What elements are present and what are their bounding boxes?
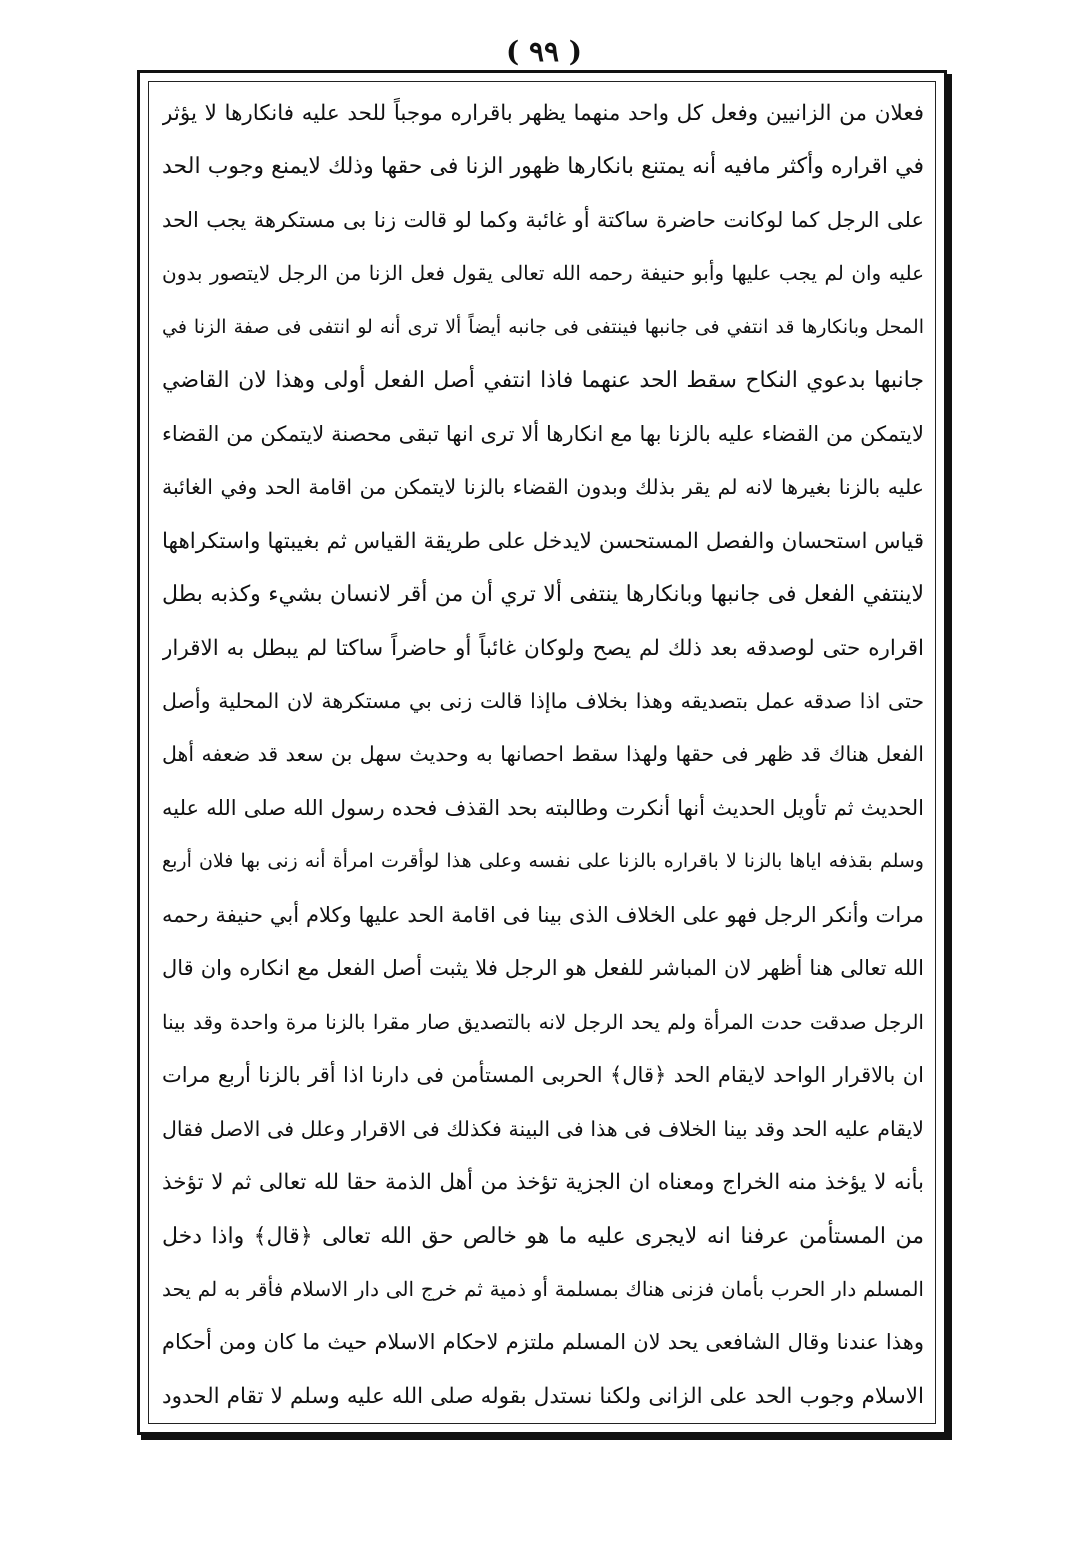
text-line: بأنه لا يؤخذ منه الخراج ومعناه ان الجزية تؤخذ من أهل الذمة حقا لله تعالى ثم لا تؤخذ: [162, 1170, 924, 1196]
text-line: ان بالاقرار الواحد لايقام الحد ﴿قال﴾ الحربى المستأمن فى دارنا اذا أقر بالزنا أربع مرات: [162, 1063, 924, 1088]
text-line: عليه وان لم يجب عليها وأبو حنيفة رحمه الله تعالى يقول فعل الزنا من الرجل لايتصور بدون: [162, 261, 924, 286]
text-line: مرات وأنكر الرجل فهو على الخلاف الذى بينا فى اقامة الحد عليها وكلام أبي حنيفة رحمه: [162, 902, 924, 927]
text-line: جانبها بدعوي النكاح سقط الحد عنهما فاذا انتفي أصل الفعل أولى وهذا لان القاضي: [162, 368, 924, 394]
text-line: المسلم دار الحرب بأمان فزنى هناك بمسلمة أو ذمية ثم خرج الى دار الاسلام فأقر به لم يحد: [162, 1276, 924, 1301]
frame-shadow-right: [947, 74, 952, 1439]
text-line: على الرجل كما لوكانت حاضرة ساكتة أو غائبة وكما لو قالت زنا بى مستكرهة يجب الحد: [162, 207, 924, 232]
frame-shadow-bottom: [141, 1435, 952, 1440]
page-number: ( ٩٩ ): [505, 35, 583, 68]
text-line: لاينتفي الفعل فى جانبها وبانكارها ينتفى ألا تري أن من أقر لانسان بشيء وكذبه بطل: [162, 582, 924, 608]
text-line: الله تعالى هنا أظهر لان المباشر للفعل هو الرجل فلا يثبت أصل الفعل مع انكاره وان قال: [162, 956, 924, 981]
text-line: اقراره حتى لوصدقه بعد ذلك لم يصح ولوكان غائباً أو حاضراً ساكتا لم يبطل به الاقرار: [162, 635, 924, 661]
text-line: وسلم بقذفه اياها بالزنا لا باقراره بالزنا على نفسه وعلى هذا لوأقرت امرأة أنه زنى بها فلان أربع: [162, 850, 924, 873]
text-line: الرجل صدقت حدت المرأة ولم يحد الرجل لانه بالتصديق صار مقرا بالزنا مرة واحدة وقد بينا: [162, 1009, 924, 1034]
text-line: عليه بالزنا بغيرها لانه لم يقر بذلك وبدون القضاء بالزنا لايتمكن من اقامة الحد وفي الغائبة: [162, 475, 924, 500]
text-line: حتى اذا صدقه عمل بتصديقه وهذا بخلاف ماإذا قالت زنى بي مستكرهة لان المحلية وأصل: [162, 688, 924, 713]
body-text: [162, 88, 924, 1422]
text-line: في اقراره وأكثر مافيه أنه يمتنع بانكارها ظهور الزنا فى حقها وذلك لايمنع وجوب الحد: [162, 154, 924, 180]
text-line: المحل وبانكارها قد انتفي فى جانبها فينتفى فى جانبه أيضاً ألا ترى أنه لو انتفى فى صفة الزنا في: [162, 315, 924, 338]
text-line: الحديث ثم تأويل الحديث أنها أنكرت وطالبته بحد القذف فحده رسول الله صلى الله عليه: [162, 795, 924, 820]
text-line: من المستأمن عرفنا انه لايجرى عليه ما هو خالص حق الله تعالى ﴿قال﴾ واذا دخل: [162, 1223, 924, 1249]
text-line: فعلان من الزانيين وفعل كل واحد منهما يظهر باقراره موجباً للحد عليه فانكارها لا يؤثر: [162, 101, 924, 126]
text-line: الاسلام وجوب الحد على الزانى ولكنا نستدل بقوله صلى الله عليه وسلم لا تقام الحدود: [162, 1383, 924, 1409]
text-line: وهذا عندنا وقال الشافعى يحد لان المسلم ملتزم لاحكام الاسلام حيث ما كان ومن أحكام: [162, 1330, 924, 1355]
text-line: الفعل هناك قد ظهر فى حقها ولهذا سقط احصانها به وحديث سهل بن سعد قد ضعفه أهل: [162, 742, 924, 767]
text-line: لايتمكن من القضاء عليه بالزنا بها مع انكارها ألا ترى انها تبقى محصنة لايتمكن من القضاء: [162, 421, 924, 446]
text-line: لايقام عليه الحد وقد بينا الخلاف فى هذا فى البينة فكذلك فى الاقرار وعلل فى الاصل فقال: [162, 1116, 924, 1141]
text-line: قياس استحسان والفصل المستحسن لايدخل على طريقة القياس ثم بغيبتها واستكراهها: [162, 528, 924, 554]
